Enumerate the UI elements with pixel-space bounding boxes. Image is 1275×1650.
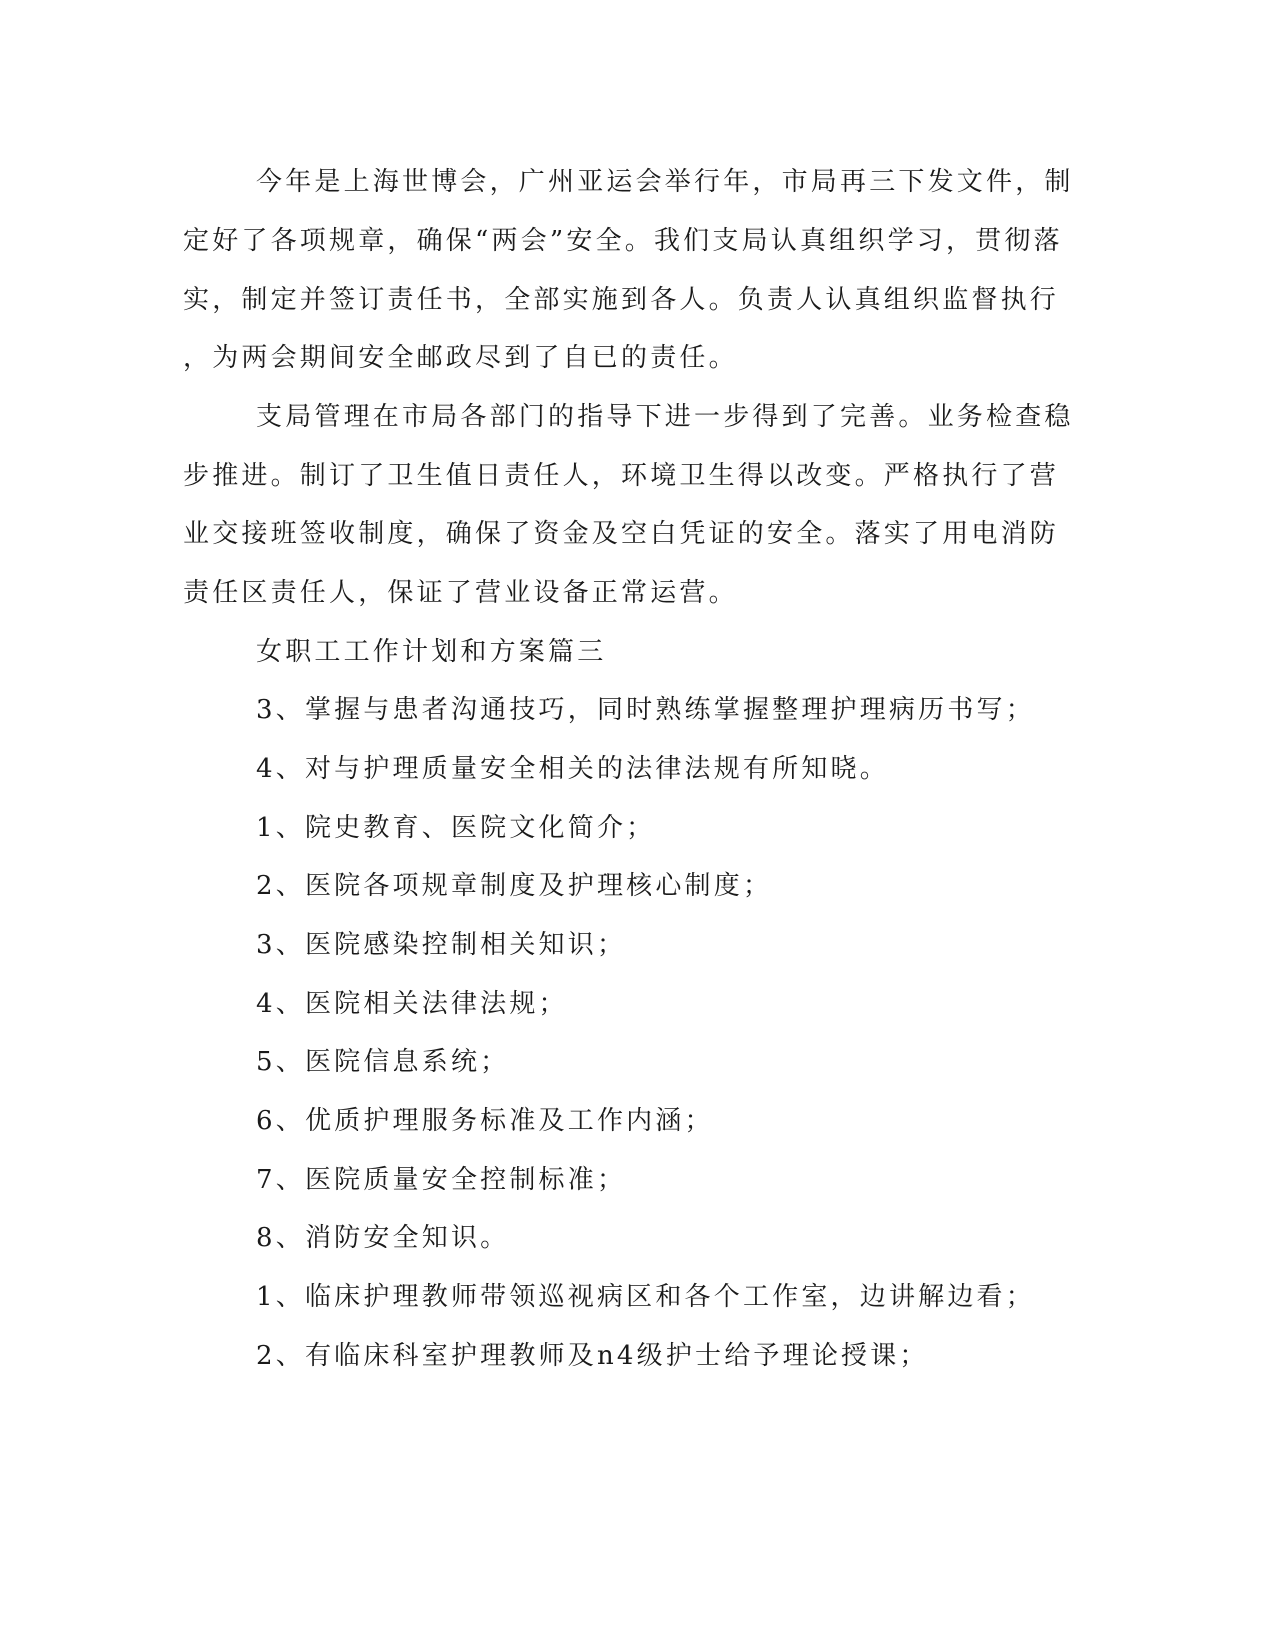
list-item: 3、掌握与患者沟通技巧，同时熟练掌握整理护理病历书写； xyxy=(256,695,1035,725)
list-item: 8、消防安全知识。 xyxy=(256,1223,510,1253)
section-title: 女职工工作计划和方案篇三 xyxy=(256,637,607,667)
list-item: 5、医院信息系统； xyxy=(256,1047,510,1077)
list-item: 2、有临床科室护理教师及n4级护士给予理论授课； xyxy=(256,1341,929,1371)
list-item: 7、医院质量安全控制标准； xyxy=(256,1165,627,1195)
paragraph-1-line-1: 今年是上海世博会，广州亚运会举行年，市局再三下发文件，制 xyxy=(256,167,1074,197)
paragraph-2-line-2: 步推进。制订了卫生值日责任人，环境卫生得以改变。严格执行了营 xyxy=(183,461,1060,491)
paragraph-1-line-2: 定好了各项规章，确保“两会”安全。我们支局认真组织学习，贯彻落 xyxy=(183,226,1063,256)
paragraph-2-line-3: 业交接班签收制度，确保了资金及空白凭证的安全。落实了用电消防 xyxy=(183,519,1060,549)
list-item: 4、医院相关法律法规； xyxy=(256,989,568,1019)
list-item: 3、医院感染控制相关知识； xyxy=(256,930,627,960)
paragraph-1-line-3: 实，制定并签订责任书，全部实施到各人。负责人认真组织监督执行 xyxy=(183,285,1060,315)
list-item: 1、院史教育、医院文化简介； xyxy=(256,813,656,843)
list-item: 1、临床护理教师带领巡视病区和各个工作室，边讲解边看； xyxy=(256,1282,1035,1312)
paragraph-2-line-1: 支局管理在市局各部门的指导下进一步得到了完善。业务检查稳 xyxy=(256,402,1074,432)
list-item: 4、对与护理质量安全相关的法律法规有所知晓。 xyxy=(256,754,889,784)
paragraph-1-line-4: ，为两会期间安全邮政尽到了自已的责任。 xyxy=(183,343,738,373)
list-item: 2、医院各项规章制度及护理核心制度； xyxy=(256,871,773,901)
paragraph-2-line-4: 责任区责任人，保证了营业设备正常运营。 xyxy=(183,578,738,608)
list-item: 6、优质护理服务标准及工作内涵； xyxy=(256,1106,714,1136)
